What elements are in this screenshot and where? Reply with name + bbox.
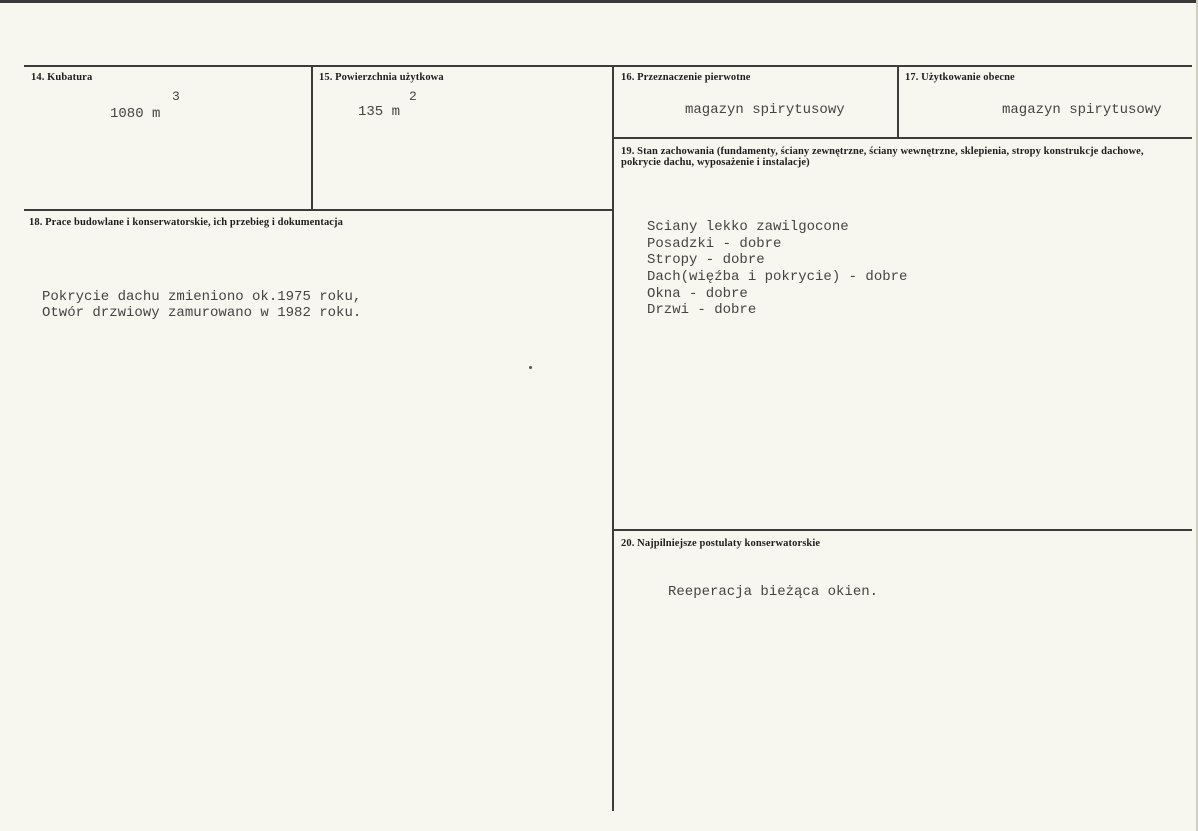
prace-budowlane-label: 18. Prace budowlane i konserwatorskie, ich przebieg i dokumentacja — [29, 217, 344, 228]
przeznaczenie-value: magazyn spirytusowy — [685, 102, 845, 118]
postulaty-value: Reeperacja bieżąca okien. — [668, 584, 879, 600]
powierzchnia-exponent: 2 — [409, 89, 417, 104]
stan-line-4: Dach(więźba i pokrycie) - dobre — [647, 269, 908, 285]
divider-19-20 — [614, 529, 1192, 531]
divider-14-15 — [311, 66, 313, 209]
top-grid-line — [24, 65, 1192, 67]
stan-line-2: Posadzki - dobre — [647, 236, 782, 252]
paper-speck — [529, 366, 532, 369]
przeznaczenie-label: 16. Przeznaczenie pierwotne — [621, 72, 751, 83]
uzytkowanie-value: magazyn spirytusowy — [1002, 102, 1162, 118]
stan-line-5: Okna - dobre — [647, 286, 748, 302]
kubatura-label: 14. Kubatura — [31, 72, 93, 83]
powierzchnia-value: 135 m — [358, 104, 401, 120]
kubatura-value: 1080 m — [110, 106, 161, 122]
divider-16-19 — [614, 137, 1192, 139]
stan-line-6: Drzwi - dobre — [647, 302, 757, 318]
page-top-edge — [0, 0, 1198, 3]
stan-zachowania-label: 19. Stan zachowania (fundamenty, ściany zewnętrzne, ściany wewnętrzne, sklepienia, stropy konstrukcje dachowe, pokrycie dachu, wyposażenie i instalacje) — [621, 146, 1144, 168]
prace-line-1: Pokrycie dachu zmieniono ok.1975 roku, — [42, 289, 362, 305]
prace-line-2: Otwór drzwiowy zamurowano w 1982 roku. — [42, 305, 362, 321]
postulaty-label: 20. Najpilniejsze postulaty konserwatorskie — [621, 538, 821, 549]
uzytkowanie-label: 17. Użytkowanie obecne — [905, 72, 1015, 83]
kubatura-exponent: 3 — [172, 89, 180, 104]
divider-14-18 — [24, 209, 612, 211]
powierzchnia-label: 15. Powierzchnia użytkowa — [319, 72, 444, 83]
divider-16-17 — [897, 66, 899, 137]
center-divider — [612, 66, 614, 811]
stan-line-1: Sciany lekko zawilgocone — [647, 219, 849, 235]
stan-line-3: Stropy - dobre — [647, 252, 765, 268]
